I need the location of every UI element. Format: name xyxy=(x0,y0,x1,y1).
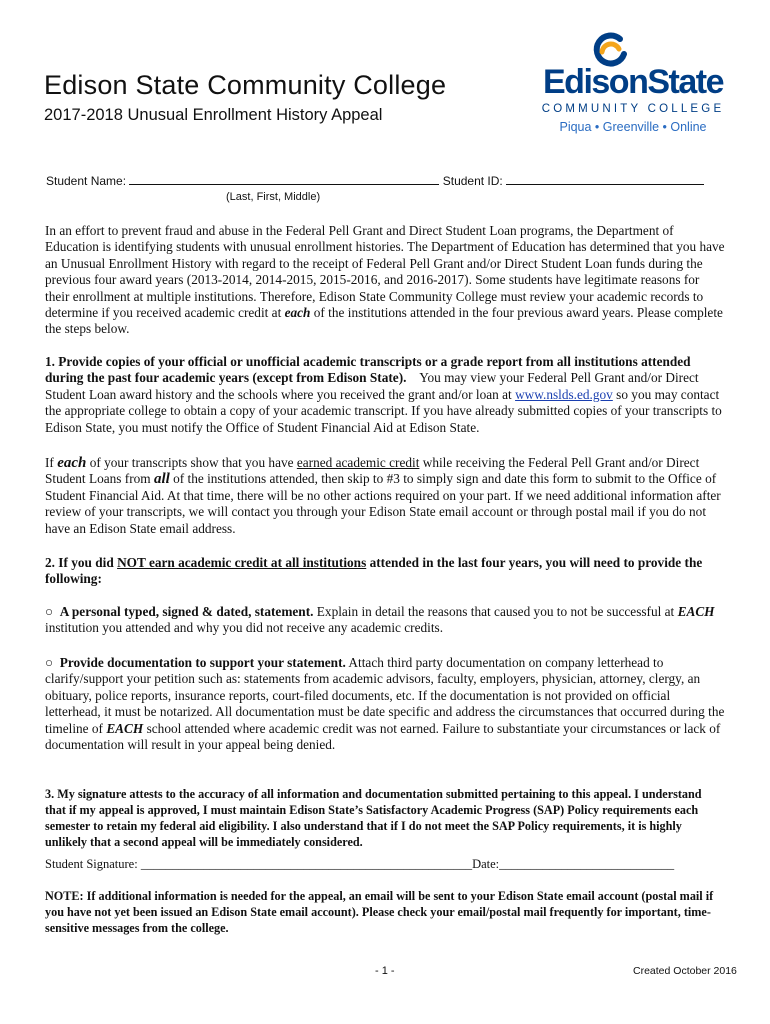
student-name-field[interactable] xyxy=(129,173,439,185)
page-subtitle: 2017-2018 Unusual Enrollment History Appeal xyxy=(44,106,383,124)
edison-state-logo xyxy=(528,30,738,142)
logo-tagline: COMMUNITY COLLEGE xyxy=(541,103,725,115)
name-format-hint: (Last, First, Middle) xyxy=(226,191,321,203)
student-id-field[interactable] xyxy=(506,173,704,185)
note-paragraph: NOTE: If additional information is needed for the appeal, an email will be sent to your Edison State email account (postal mail if you have not yet been issued an Edison State email account). Please check your email/postal mail frequently for important, time-sensitive messages from the college. xyxy=(45,889,714,935)
page-title: Edison State Community College xyxy=(44,70,447,100)
created-date: Created October 2016 xyxy=(633,965,737,977)
signature-field[interactable]: _____________________________________________________ xyxy=(140,857,473,871)
signature-row xyxy=(45,857,674,872)
student-fields-row xyxy=(46,173,704,188)
step-3-attestation: 3. My signature attests to the accuracy of all information and documentation submitted pertaining to this appeal. I understand that if my appeal is approved, I must maintain Edison State’s Satisfactory Academic Progress (SAP) Policy requirements each semester to retain my federal aid eligibility. I also understand that if I do not meet the SAP Policy requirements, it is highly unlikely that a second appeal will be immediately considered. xyxy=(45,787,702,849)
signature-label: Student Signature: xyxy=(45,857,138,871)
step-1-paragraph-2: If each of your transcripts show that you have earned academic credit while receiving the Federal Pell Grant and/or Direct Student Loans from all of the institutions attended, then skip to #3 to simply sign and date this form to submit to the Office of Student Financial Aid. At that time, there will be no other actions required on your part. If we need additional information after review of your transcripts, we will contact you through your Edison State email account or through postal mail if you do not have an Edison State email address. xyxy=(45,455,721,536)
step-2-heading: 2. If you did NOT earn academic credit at all institutions attended in the last four years, you will need to provide the following: xyxy=(45,555,703,587)
intro-paragraph: In an effort to prevent fraud and abuse in the Federal Pell Grant and Direct Student Loan programs, the Department of Education is identifying students with unusual enrollment histories. The Department of Education has determined that you have an Unusual Enrollment History with regard to the receipt of Federal Pell Grant and/or Direct Student Loan funds during the previous four award years (2013-2014, 2014-2015, 2015-2016, and 2016-2017). Some students have legitimate reasons for their enrollment at multiple institutions. Therefore, Edison State Community College must review your academic records to determine if you received academic credit at each of the institutions attended in the four previous award years. Please complete the steps below. xyxy=(45,223,725,337)
bullet-icon: ○ xyxy=(45,655,54,670)
student-id-label: Student ID: xyxy=(442,174,503,188)
step-2-item-statement: ○ A personal typed, signed & dated, statement. Explain in detail the reasons that caused you to not be successful at EACH institution you attended and why you did not receive any academic credits. xyxy=(45,604,715,636)
step-2-item-documentation: ○ Provide documentation to support your statement. Attach third party documentation on company letterhead to clarify/support your petition such as: statements from academic advisors, faculty, employers, physician, attorney, clergy, an obituary, police reports, insurance reports, court-filed documents, etc. If the documentation is not provided on official letterhead, it must be notarized. All documentation must be date specific and address the circumstances that occurred during the timeline of EACH school attended where academic credit was not earned. Failure to substantiate your circumstances or lack of documentation will result in your appeal being denied. xyxy=(45,655,725,753)
date-label: Date: xyxy=(472,857,500,871)
page-number: - 1 - xyxy=(375,965,395,977)
step-1-heading: 1. Provide copies of your official or unofficial academic transcripts or a grade report from all institutions attended during the past four academic years (except from Edison State). xyxy=(45,354,691,386)
date-field[interactable]: ____________________________ xyxy=(499,857,675,871)
step-1-section: 1. Provide copies of your official or unofficial academic transcripts or a grade report from all institutions attended during the past four academic years (except from Edison State). You may view your Federal Pell Grant and/or Direct Student Loan award history and the schools where you received the grant and/or loan at www.nslds.ed.gov so you may contact the appropriate college to obtain a copy of your academic transcript. If you have already submitted copies of your transcripts to Edison State, you must notify the Office of Student Financial Aid at Edison State. xyxy=(45,354,722,435)
logo-locations: Piqua • Greenville • Online xyxy=(559,120,707,134)
logo-wordmark: EdisonState xyxy=(543,63,723,101)
bullet-icon: ○ xyxy=(45,604,54,619)
nslds-link[interactable]: www.nslds.ed.gov xyxy=(515,386,613,402)
student-name-label: Student Name: xyxy=(46,174,127,188)
